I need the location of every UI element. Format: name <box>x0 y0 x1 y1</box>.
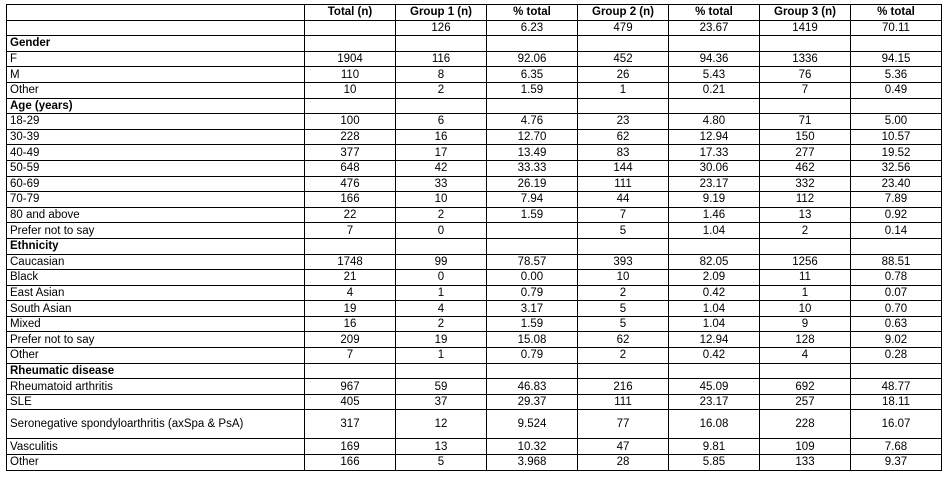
cell-group3-pct: 0.07 <box>851 285 942 301</box>
row-label: East Asian <box>7 285 305 301</box>
cell-group1-n: 0 <box>396 270 487 286</box>
column-header-group2-pct: % total <box>669 5 760 21</box>
cell-total-n: 16 <box>305 316 396 332</box>
cell-group1-pct: 3.968 <box>487 455 578 471</box>
cell-group2-pct: 94.36 <box>669 51 760 67</box>
cell-group1-n: 16 <box>396 129 487 145</box>
table-row <box>7 332 942 348</box>
row-label: South Asian <box>7 301 305 317</box>
section-empty-cell <box>760 36 851 52</box>
row-label: 30-39 <box>7 129 305 145</box>
cell-total-n: 100 <box>305 114 396 130</box>
table-row <box>7 114 942 130</box>
cell-group2-n: 5 <box>578 301 669 317</box>
cell-group3-n: 11 <box>760 270 851 286</box>
cell-group3-pct: 10.57 <box>851 129 942 145</box>
cell-total-n: 405 <box>305 394 396 410</box>
subtotal-label <box>7 20 305 36</box>
table-section-row <box>7 238 942 254</box>
table-row <box>7 223 942 239</box>
section-empty-cell <box>487 36 578 52</box>
cell-group2-pct: 12.94 <box>669 332 760 348</box>
subtotal-group3-pct: 70.11 <box>851 20 942 36</box>
column-header-group1-n: Group 1 (n) <box>396 5 487 21</box>
cell-group3-n: 4 <box>760 348 851 364</box>
cell-total-n: 967 <box>305 379 396 395</box>
cell-group3-pct: 32.56 <box>851 160 942 176</box>
cell-group3-pct: 0.14 <box>851 223 942 239</box>
cell-group1-pct: 33.33 <box>487 160 578 176</box>
cell-group3-pct: 0.92 <box>851 207 942 223</box>
cell-total-n: 7 <box>305 348 396 364</box>
cell-group1-n: 13 <box>396 439 487 455</box>
cell-group3-pct: 0.28 <box>851 348 942 364</box>
table-sheet <box>0 4 915 498</box>
section-empty-cell <box>760 98 851 114</box>
row-label: M <box>7 67 305 83</box>
cell-group3-pct: 5.36 <box>851 67 942 83</box>
section-label: Rheumatic disease <box>7 363 305 379</box>
cell-group2-n: 144 <box>578 160 669 176</box>
cell-group2-pct: 0.42 <box>669 285 760 301</box>
table-row <box>7 439 942 455</box>
cell-total-n: 209 <box>305 332 396 348</box>
row-label: Rheumatoid arthritis <box>7 379 305 395</box>
cell-group2-n: 44 <box>578 192 669 208</box>
row-label: 50-59 <box>7 160 305 176</box>
cell-group3-pct: 0.70 <box>851 301 942 317</box>
cell-group1-pct: 92.06 <box>487 51 578 67</box>
cell-group1-n: 1 <box>396 285 487 301</box>
cell-group3-n: 133 <box>760 455 851 471</box>
cell-group3-pct: 88.51 <box>851 254 942 270</box>
column-header-group1-pct: % total <box>487 5 578 21</box>
row-label: 60-69 <box>7 176 305 192</box>
cell-group2-pct: 9.81 <box>669 439 760 455</box>
cell-group3-pct: 5.00 <box>851 114 942 130</box>
cell-group2-n: 62 <box>578 332 669 348</box>
cell-group2-pct: 16.08 <box>669 410 760 439</box>
cell-group3-pct: 7.68 <box>851 439 942 455</box>
cell-group1-pct: 9.524 <box>487 410 578 439</box>
cell-total-n: 1748 <box>305 254 396 270</box>
table-header <box>7 5 942 21</box>
section-empty-cell <box>305 238 396 254</box>
table-row <box>7 160 942 176</box>
row-label: Seronegative spondyloarthritis (axSpa & PsA) <box>7 410 305 439</box>
cell-group2-pct: 30.06 <box>669 160 760 176</box>
column-header-group3-pct: % total <box>851 5 942 21</box>
cell-group2-n: 5 <box>578 223 669 239</box>
cell-total-n: 1904 <box>305 51 396 67</box>
section-empty-cell <box>760 238 851 254</box>
cell-group1-n: 17 <box>396 145 487 161</box>
cell-group2-pct: 1.46 <box>669 207 760 223</box>
cell-group3-pct: 48.77 <box>851 379 942 395</box>
section-empty-cell <box>487 238 578 254</box>
cell-group2-n: 2 <box>578 348 669 364</box>
cell-group2-n: 23 <box>578 114 669 130</box>
cell-group1-pct: 29.37 <box>487 394 578 410</box>
table-row <box>7 379 942 395</box>
table-row <box>7 285 942 301</box>
cell-group3-n: 13 <box>760 207 851 223</box>
cell-group2-pct: 17.33 <box>669 145 760 161</box>
cell-group2-n: 83 <box>578 145 669 161</box>
section-empty-cell <box>305 36 396 52</box>
cell-group2-pct: 0.21 <box>669 82 760 98</box>
cell-group3-n: 2 <box>760 223 851 239</box>
table-row <box>7 176 942 192</box>
cell-total-n: 110 <box>305 67 396 83</box>
cell-total-n: 21 <box>305 270 396 286</box>
table-section-row <box>7 363 942 379</box>
cell-group3-pct: 0.63 <box>851 316 942 332</box>
cell-total-n: 10 <box>305 82 396 98</box>
cell-group1-pct: 4.76 <box>487 114 578 130</box>
section-empty-cell <box>669 238 760 254</box>
cell-group1-n: 2 <box>396 207 487 223</box>
cell-group1-pct: 12.70 <box>487 129 578 145</box>
section-empty-cell <box>669 98 760 114</box>
cell-group3-n: 228 <box>760 410 851 439</box>
section-empty-cell <box>578 98 669 114</box>
section-empty-cell <box>396 238 487 254</box>
subtotal-total-n <box>305 20 396 36</box>
table-row <box>7 254 942 270</box>
cell-group1-n: 10 <box>396 192 487 208</box>
section-empty-cell <box>305 98 396 114</box>
section-empty-cell <box>578 238 669 254</box>
cell-group1-pct: 1.59 <box>487 82 578 98</box>
table-body <box>7 20 942 470</box>
cell-group2-pct: 9.19 <box>669 192 760 208</box>
cell-group2-pct: 1.04 <box>669 223 760 239</box>
cell-total-n: 19 <box>305 301 396 317</box>
cell-group2-n: 216 <box>578 379 669 395</box>
cell-group3-n: 109 <box>760 439 851 455</box>
table-row <box>7 270 942 286</box>
section-empty-cell <box>578 363 669 379</box>
cell-group3-pct: 23.40 <box>851 176 942 192</box>
cell-group1-n: 0 <box>396 223 487 239</box>
cell-group3-n: 128 <box>760 332 851 348</box>
cell-group2-n: 111 <box>578 394 669 410</box>
header-row <box>7 5 942 21</box>
cell-group2-n: 1 <box>578 82 669 98</box>
cell-group2-n: 111 <box>578 176 669 192</box>
subtotal-group2-n: 479 <box>578 20 669 36</box>
cell-total-n: 228 <box>305 129 396 145</box>
cell-group1-pct: 0.00 <box>487 270 578 286</box>
cell-group2-pct: 45.09 <box>669 379 760 395</box>
cell-group1-n: 59 <box>396 379 487 395</box>
cell-group3-n: 9 <box>760 316 851 332</box>
cell-group2-pct: 82.05 <box>669 254 760 270</box>
section-empty-cell <box>851 36 942 52</box>
section-empty-cell <box>851 238 942 254</box>
section-empty-cell <box>487 363 578 379</box>
row-label: 40-49 <box>7 145 305 161</box>
row-label: Prefer not to say <box>7 223 305 239</box>
cell-group2-n: 26 <box>578 67 669 83</box>
cell-group2-n: 10 <box>578 270 669 286</box>
cell-group3-pct: 0.78 <box>851 270 942 286</box>
subtotal-group2-pct: 23.67 <box>669 20 760 36</box>
section-empty-cell <box>578 36 669 52</box>
row-label: Black <box>7 270 305 286</box>
table-row <box>7 410 942 439</box>
section-empty-cell <box>851 98 942 114</box>
cell-total-n: 169 <box>305 439 396 455</box>
subtotal-group1-n: 126 <box>396 20 487 36</box>
table-row <box>7 394 942 410</box>
cell-group2-pct: 23.17 <box>669 176 760 192</box>
cell-group3-n: 692 <box>760 379 851 395</box>
cell-group3-pct: 18.11 <box>851 394 942 410</box>
cell-group3-n: 332 <box>760 176 851 192</box>
cell-group2-n: 47 <box>578 439 669 455</box>
cell-group1-pct: 0.79 <box>487 348 578 364</box>
cell-group2-n: 452 <box>578 51 669 67</box>
cell-group1-n: 2 <box>396 82 487 98</box>
table-row <box>7 207 942 223</box>
section-empty-cell <box>487 98 578 114</box>
cell-group3-n: 7 <box>760 82 851 98</box>
section-empty-cell <box>760 363 851 379</box>
cell-group1-n: 42 <box>396 160 487 176</box>
cell-group1-pct: 6.35 <box>487 67 578 83</box>
cell-group2-n: 28 <box>578 455 669 471</box>
section-label: Ethnicity <box>7 238 305 254</box>
cell-group2-pct: 2.09 <box>669 270 760 286</box>
section-empty-cell <box>851 363 942 379</box>
cell-group2-pct: 4.80 <box>669 114 760 130</box>
cell-total-n: 4 <box>305 285 396 301</box>
cell-group1-n: 6 <box>396 114 487 130</box>
cell-group3-pct: 19.52 <box>851 145 942 161</box>
table-row <box>7 129 942 145</box>
row-label: Vasculitis <box>7 439 305 455</box>
cell-group2-n: 2 <box>578 285 669 301</box>
cell-group3-pct: 9.37 <box>851 455 942 471</box>
subtotal-group1-pct: 6.23 <box>487 20 578 36</box>
row-label: Prefer not to say <box>7 332 305 348</box>
cell-group1-n: 8 <box>396 67 487 83</box>
row-label: Caucasian <box>7 254 305 270</box>
table-row <box>7 145 942 161</box>
cell-group1-n: 33 <box>396 176 487 192</box>
cell-group3-pct: 16.07 <box>851 410 942 439</box>
cell-group1-n: 99 <box>396 254 487 270</box>
section-empty-cell <box>669 363 760 379</box>
cell-group3-pct: 9.02 <box>851 332 942 348</box>
column-header-group2-n: Group 2 (n) <box>578 5 669 21</box>
table-section-row <box>7 36 942 52</box>
cell-group2-n: 393 <box>578 254 669 270</box>
table-row <box>7 348 942 364</box>
section-label: Gender <box>7 36 305 52</box>
cell-group1-pct: 0.79 <box>487 285 578 301</box>
cell-total-n: 317 <box>305 410 396 439</box>
cell-group2-n: 62 <box>578 129 669 145</box>
row-label: 70-79 <box>7 192 305 208</box>
cell-group1-pct: 10.32 <box>487 439 578 455</box>
cell-total-n: 7 <box>305 223 396 239</box>
cell-group2-pct: 12.94 <box>669 129 760 145</box>
row-label: SLE <box>7 394 305 410</box>
cell-group1-n: 37 <box>396 394 487 410</box>
cell-total-n: 648 <box>305 160 396 176</box>
row-label: Other <box>7 82 305 98</box>
table-row <box>7 316 942 332</box>
cell-group1-n: 116 <box>396 51 487 67</box>
cell-group1-pct: 1.59 <box>487 207 578 223</box>
cell-group1-pct: 1.59 <box>487 316 578 332</box>
cell-group1-pct: 26.19 <box>487 176 578 192</box>
section-empty-cell <box>669 36 760 52</box>
cell-group1-pct <box>487 223 578 239</box>
cell-group3-n: 462 <box>760 160 851 176</box>
cell-group3-n: 1336 <box>760 51 851 67</box>
cell-total-n: 22 <box>305 207 396 223</box>
cell-group3-n: 257 <box>760 394 851 410</box>
cell-group3-n: 112 <box>760 192 851 208</box>
section-empty-cell <box>396 36 487 52</box>
cell-group2-pct: 5.85 <box>669 455 760 471</box>
cell-total-n: 166 <box>305 192 396 208</box>
cell-group1-n: 19 <box>396 332 487 348</box>
cell-group3-n: 76 <box>760 67 851 83</box>
cell-group3-n: 150 <box>760 129 851 145</box>
table-section-row <box>7 98 942 114</box>
cell-group2-n: 5 <box>578 316 669 332</box>
cell-total-n: 377 <box>305 145 396 161</box>
cell-group3-pct: 7.89 <box>851 192 942 208</box>
cell-group2-n: 77 <box>578 410 669 439</box>
row-label: Other <box>7 348 305 364</box>
cell-group1-pct: 13.49 <box>487 145 578 161</box>
cell-total-n: 476 <box>305 176 396 192</box>
cell-group2-pct: 23.17 <box>669 394 760 410</box>
cell-group2-pct: 1.04 <box>669 316 760 332</box>
subtotal-row <box>7 20 942 36</box>
cell-group1-pct: 78.57 <box>487 254 578 270</box>
table-row <box>7 301 942 317</box>
column-header-group3-n: Group 3 (n) <box>760 5 851 21</box>
cell-group3-n: 10 <box>760 301 851 317</box>
section-empty-cell <box>396 363 487 379</box>
column-header-0 <box>7 5 305 21</box>
cell-group2-pct: 5.43 <box>669 67 760 83</box>
row-label: 18-29 <box>7 114 305 130</box>
cell-group1-n: 12 <box>396 410 487 439</box>
cell-group3-n: 1 <box>760 285 851 301</box>
cell-total-n: 166 <box>305 455 396 471</box>
cell-group1-n: 1 <box>396 348 487 364</box>
cell-group1-pct: 46.83 <box>487 379 578 395</box>
section-empty-cell <box>305 363 396 379</box>
cell-group2-pct: 1.04 <box>669 301 760 317</box>
cell-group3-n: 71 <box>760 114 851 130</box>
cell-group3-n: 1256 <box>760 254 851 270</box>
cell-group3-pct: 94.15 <box>851 51 942 67</box>
section-empty-cell <box>396 98 487 114</box>
row-label: Other <box>7 455 305 471</box>
cell-group1-pct: 3.17 <box>487 301 578 317</box>
row-label: 80 and above <box>7 207 305 223</box>
table-row <box>7 51 942 67</box>
row-label: F <box>7 51 305 67</box>
cell-group2-n: 7 <box>578 207 669 223</box>
cell-group2-pct: 0.42 <box>669 348 760 364</box>
table-row <box>7 192 942 208</box>
cell-group1-pct: 15.08 <box>487 332 578 348</box>
cell-group1-n: 5 <box>396 455 487 471</box>
table-row <box>7 67 942 83</box>
table-row <box>7 455 942 471</box>
cell-group3-n: 277 <box>760 145 851 161</box>
subtotal-group3-n: 1419 <box>760 20 851 36</box>
column-header-total-n: Total (n) <box>305 5 396 21</box>
table-row <box>7 82 942 98</box>
section-label: Age (years) <box>7 98 305 114</box>
demographics-table <box>6 4 942 471</box>
cell-group1-pct: 7.94 <box>487 192 578 208</box>
cell-group1-n: 4 <box>396 301 487 317</box>
cell-group1-n: 2 <box>396 316 487 332</box>
row-label: Mixed <box>7 316 305 332</box>
cell-group3-pct: 0.49 <box>851 82 942 98</box>
